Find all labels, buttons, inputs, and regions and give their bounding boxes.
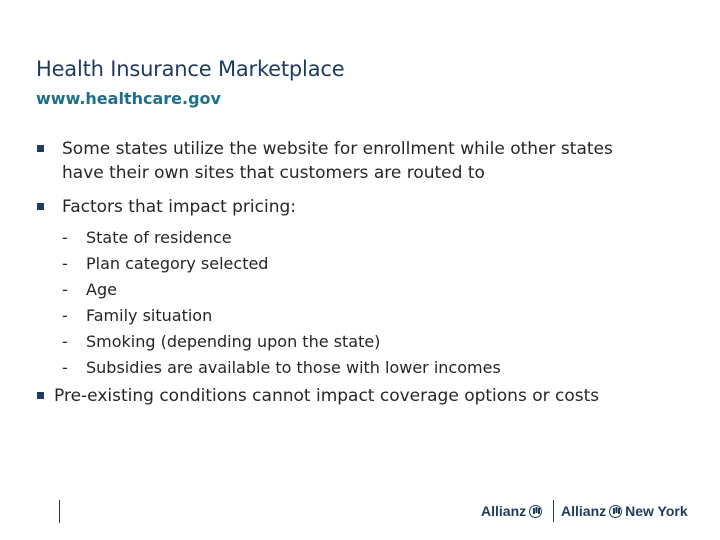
sub-item-label: Age [86,280,117,299]
bullet-1-line-2: have their own sites that customers are routed to [62,163,485,183]
logo-separator [553,500,554,522]
dash-marker: - [62,306,68,325]
bullet-square-icon [37,392,44,399]
logo-region: New York [625,503,688,519]
dash-marker: - [62,254,68,273]
footer-divider [59,500,60,523]
sub-item-label: State of residence [86,228,232,247]
sub-item [62,355,501,381]
dash-marker: - [62,332,68,351]
bullet-3-line-1: Pre-existing conditions cannot impact coverage options or costs [54,386,600,406]
sub-item [62,277,117,303]
logo-wordmark: Allianz [481,503,527,519]
sub-item [62,303,212,329]
sub-item-label: Plan category selected [86,254,269,273]
sub-item [62,225,232,251]
sub-item [62,251,268,277]
allianz-eagle-icon [609,505,622,518]
allianz-eagle-icon [529,505,542,518]
allianz-logo [481,503,542,519]
sub-item [62,329,380,355]
dash-marker: - [62,280,68,299]
bullet-1-line-1: Some states utilize the website for enrollment while other states [62,139,613,159]
slide-subtitle-url: www.healthcare.gov [36,89,221,108]
sub-item-label: Subsidies are available to those with lower incomes [86,358,501,377]
allianz-new-york-logo [561,503,688,519]
dash-marker: - [62,228,68,247]
bullet-2-line-1: Factors that impact pricing: [62,197,296,217]
slide-title: Health Insurance Marketplace [36,57,345,81]
bullet-square-icon [37,145,44,152]
dash-marker: - [62,358,68,377]
sub-item-label: Family situation [86,306,213,325]
logo-wordmark: Allianz [561,503,607,519]
bullet-square-icon [37,203,44,210]
sub-item-label: Smoking (depending upon the state) [86,332,381,351]
